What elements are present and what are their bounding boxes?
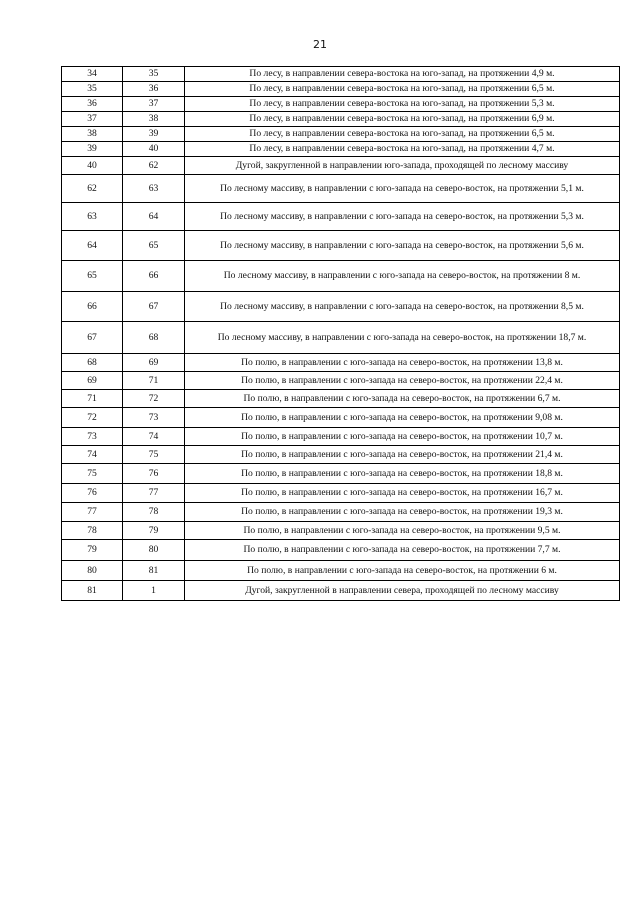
from-point-cell: 73 [62, 428, 123, 446]
to-point-cell: 68 [123, 322, 185, 354]
table-row [62, 428, 620, 446]
table-row [62, 82, 620, 97]
to-point-cell: 69 [123, 354, 185, 372]
table-row [62, 540, 620, 561]
table-row [62, 261, 620, 292]
boundary-description-cell: По полю, в направлении с юго-запада на северо-восток, на протяжении 6 м. [185, 561, 620, 581]
to-point-cell: 63 [123, 175, 185, 203]
from-point-cell: 76 [62, 484, 123, 503]
from-point-cell: 40 [62, 157, 123, 175]
boundary-description-cell: По лесу, в направлении севера-востока на юго-запад, на протяжении 4,9 м. [185, 67, 620, 82]
table-body [62, 67, 620, 601]
to-point-cell: 77 [123, 484, 185, 503]
from-point-cell: 78 [62, 522, 123, 540]
boundary-description-cell: По полю, в направлении с юго-запада на северо-восток, на протяжении 22,4 м. [185, 372, 620, 390]
table-row [62, 354, 620, 372]
to-point-cell: 73 [123, 408, 185, 428]
boundary-description-cell: По полю, в направлении с юго-запада на северо-восток, на протяжении 10,7 м. [185, 428, 620, 446]
from-point-cell: 74 [62, 446, 123, 464]
boundary-description-cell: По полю, в направлении с юго-запада на северо-восток, на протяжении 7,7 м. [185, 540, 620, 561]
to-point-cell: 40 [123, 142, 185, 157]
boundary-description-cell: По полю, в направлении с юго-запада на северо-восток, на протяжении 6,7 м. [185, 390, 620, 408]
boundary-description-cell: По лесу, в направлении севера-востока на юго-запад, на протяжении 6,9 м. [185, 112, 620, 127]
from-point-cell: 63 [62, 203, 123, 231]
from-point-cell: 75 [62, 464, 123, 484]
table-row [62, 446, 620, 464]
table-row [62, 372, 620, 390]
boundary-description-cell: По лесу, в направлении севера-востока на юго-запад, на протяжении 4,7 м. [185, 142, 620, 157]
to-point-cell: 1 [123, 581, 185, 601]
to-point-cell: 66 [123, 261, 185, 292]
from-point-cell: 39 [62, 142, 123, 157]
boundary-description-cell: По полю, в направлении с юго-запада на северо-восток, на протяжении 9,5 м. [185, 522, 620, 540]
from-point-cell: 64 [62, 231, 123, 261]
from-point-cell: 34 [62, 67, 123, 82]
to-point-cell: 81 [123, 561, 185, 581]
from-point-cell: 35 [62, 82, 123, 97]
table-row [62, 484, 620, 503]
to-point-cell: 65 [123, 231, 185, 261]
boundary-description-cell: По лесному массиву, в направлении с юго-запада на северо-восток, на протяжении 5,6 м. [185, 231, 620, 261]
to-point-cell: 79 [123, 522, 185, 540]
from-point-cell: 68 [62, 354, 123, 372]
boundary-description-cell: Дугой, закругленной в направлении юго-запада, проходящей по лесному массиву [185, 157, 620, 175]
to-point-cell: 39 [123, 127, 185, 142]
table-row [62, 127, 620, 142]
from-point-cell: 37 [62, 112, 123, 127]
table-row [62, 408, 620, 428]
from-point-cell: 72 [62, 408, 123, 428]
to-point-cell: 38 [123, 112, 185, 127]
boundary-description-cell: По лесному массиву, в направлении с юго-запада на северо-восток, на протяжении 8,5 м. [185, 292, 620, 322]
table-row [62, 390, 620, 408]
page-number: 21 [313, 38, 327, 51]
boundary-description-cell: По полю, в направлении с юго-запада на северо-восток, на протяжении 18,8 м. [185, 464, 620, 484]
to-point-cell: 72 [123, 390, 185, 408]
from-point-cell: 36 [62, 97, 123, 112]
table-row [62, 97, 620, 112]
to-point-cell: 35 [123, 67, 185, 82]
boundary-description-cell: По лесному массиву, в направлении с юго-запада на северо-восток, на протяжении 5,1 м. [185, 175, 620, 203]
table-row [62, 581, 620, 601]
to-point-cell: 74 [123, 428, 185, 446]
table-row [62, 157, 620, 175]
boundary-description-cell: По лесу, в направлении севера-востока на юго-запад, на протяжении 6,5 м. [185, 82, 620, 97]
boundary-description-cell: По полю, в направлении с юго-запада на северо-восток, на протяжении 19,3 м. [185, 503, 620, 522]
boundary-description-cell: По лесу, в направлении севера-востока на юго-запад, на протяжении 6,5 м. [185, 127, 620, 142]
to-point-cell: 71 [123, 372, 185, 390]
from-point-cell: 65 [62, 261, 123, 292]
table-row [62, 503, 620, 522]
to-point-cell: 78 [123, 503, 185, 522]
from-point-cell: 71 [62, 390, 123, 408]
from-point-cell: 81 [62, 581, 123, 601]
boundary-description-cell: По полю, в направлении с юго-запада на северо-восток, на протяжении 21,4 м. [185, 446, 620, 464]
table-row [62, 561, 620, 581]
from-point-cell: 62 [62, 175, 123, 203]
boundary-description-cell: По полю, в направлении с юго-запада на северо-восток, на протяжении 9,08 м. [185, 408, 620, 428]
to-point-cell: 67 [123, 292, 185, 322]
from-point-cell: 80 [62, 561, 123, 581]
boundary-description-table [61, 66, 620, 601]
from-point-cell: 38 [62, 127, 123, 142]
table-row [62, 142, 620, 157]
from-point-cell: 66 [62, 292, 123, 322]
boundary-description-cell: По лесному массиву, в направлении с юго-запада на северо-восток, на протяжении 8 м. [185, 261, 620, 292]
boundary-description-cell: По лесу, в направлении севера-востока на юго-запад, на протяжении 5,3 м. [185, 97, 620, 112]
to-point-cell: 37 [123, 97, 185, 112]
table-row [62, 203, 620, 231]
table-row [62, 522, 620, 540]
table-row [62, 464, 620, 484]
from-point-cell: 69 [62, 372, 123, 390]
to-point-cell: 76 [123, 464, 185, 484]
to-point-cell: 62 [123, 157, 185, 175]
from-point-cell: 67 [62, 322, 123, 354]
boundary-description-cell: По полю, в направлении с юго-запада на северо-восток, на протяжении 16,7 м. [185, 484, 620, 503]
to-point-cell: 80 [123, 540, 185, 561]
table-row [62, 67, 620, 82]
boundary-description-cell: По полю, в направлении с юго-запада на северо-восток, на протяжении 13,8 м. [185, 354, 620, 372]
boundary-description-cell: По лесному массиву, в направлении с юго-запада на северо-восток, на протяжении 5,3 м. [185, 203, 620, 231]
to-point-cell: 36 [123, 82, 185, 97]
from-point-cell: 77 [62, 503, 123, 522]
to-point-cell: 75 [123, 446, 185, 464]
from-point-cell: 79 [62, 540, 123, 561]
to-point-cell: 64 [123, 203, 185, 231]
table-row [62, 322, 620, 354]
boundary-description-cell: По лесному массиву, в направлении с юго-запада на северо-восток, на протяжении 18,7 м. [185, 322, 620, 354]
table-row [62, 175, 620, 203]
table-row [62, 292, 620, 322]
table-row [62, 231, 620, 261]
table-row [62, 112, 620, 127]
boundary-description-cell: Дугой, закругленной в направлении севера, проходящей по лесному массиву [185, 581, 620, 601]
